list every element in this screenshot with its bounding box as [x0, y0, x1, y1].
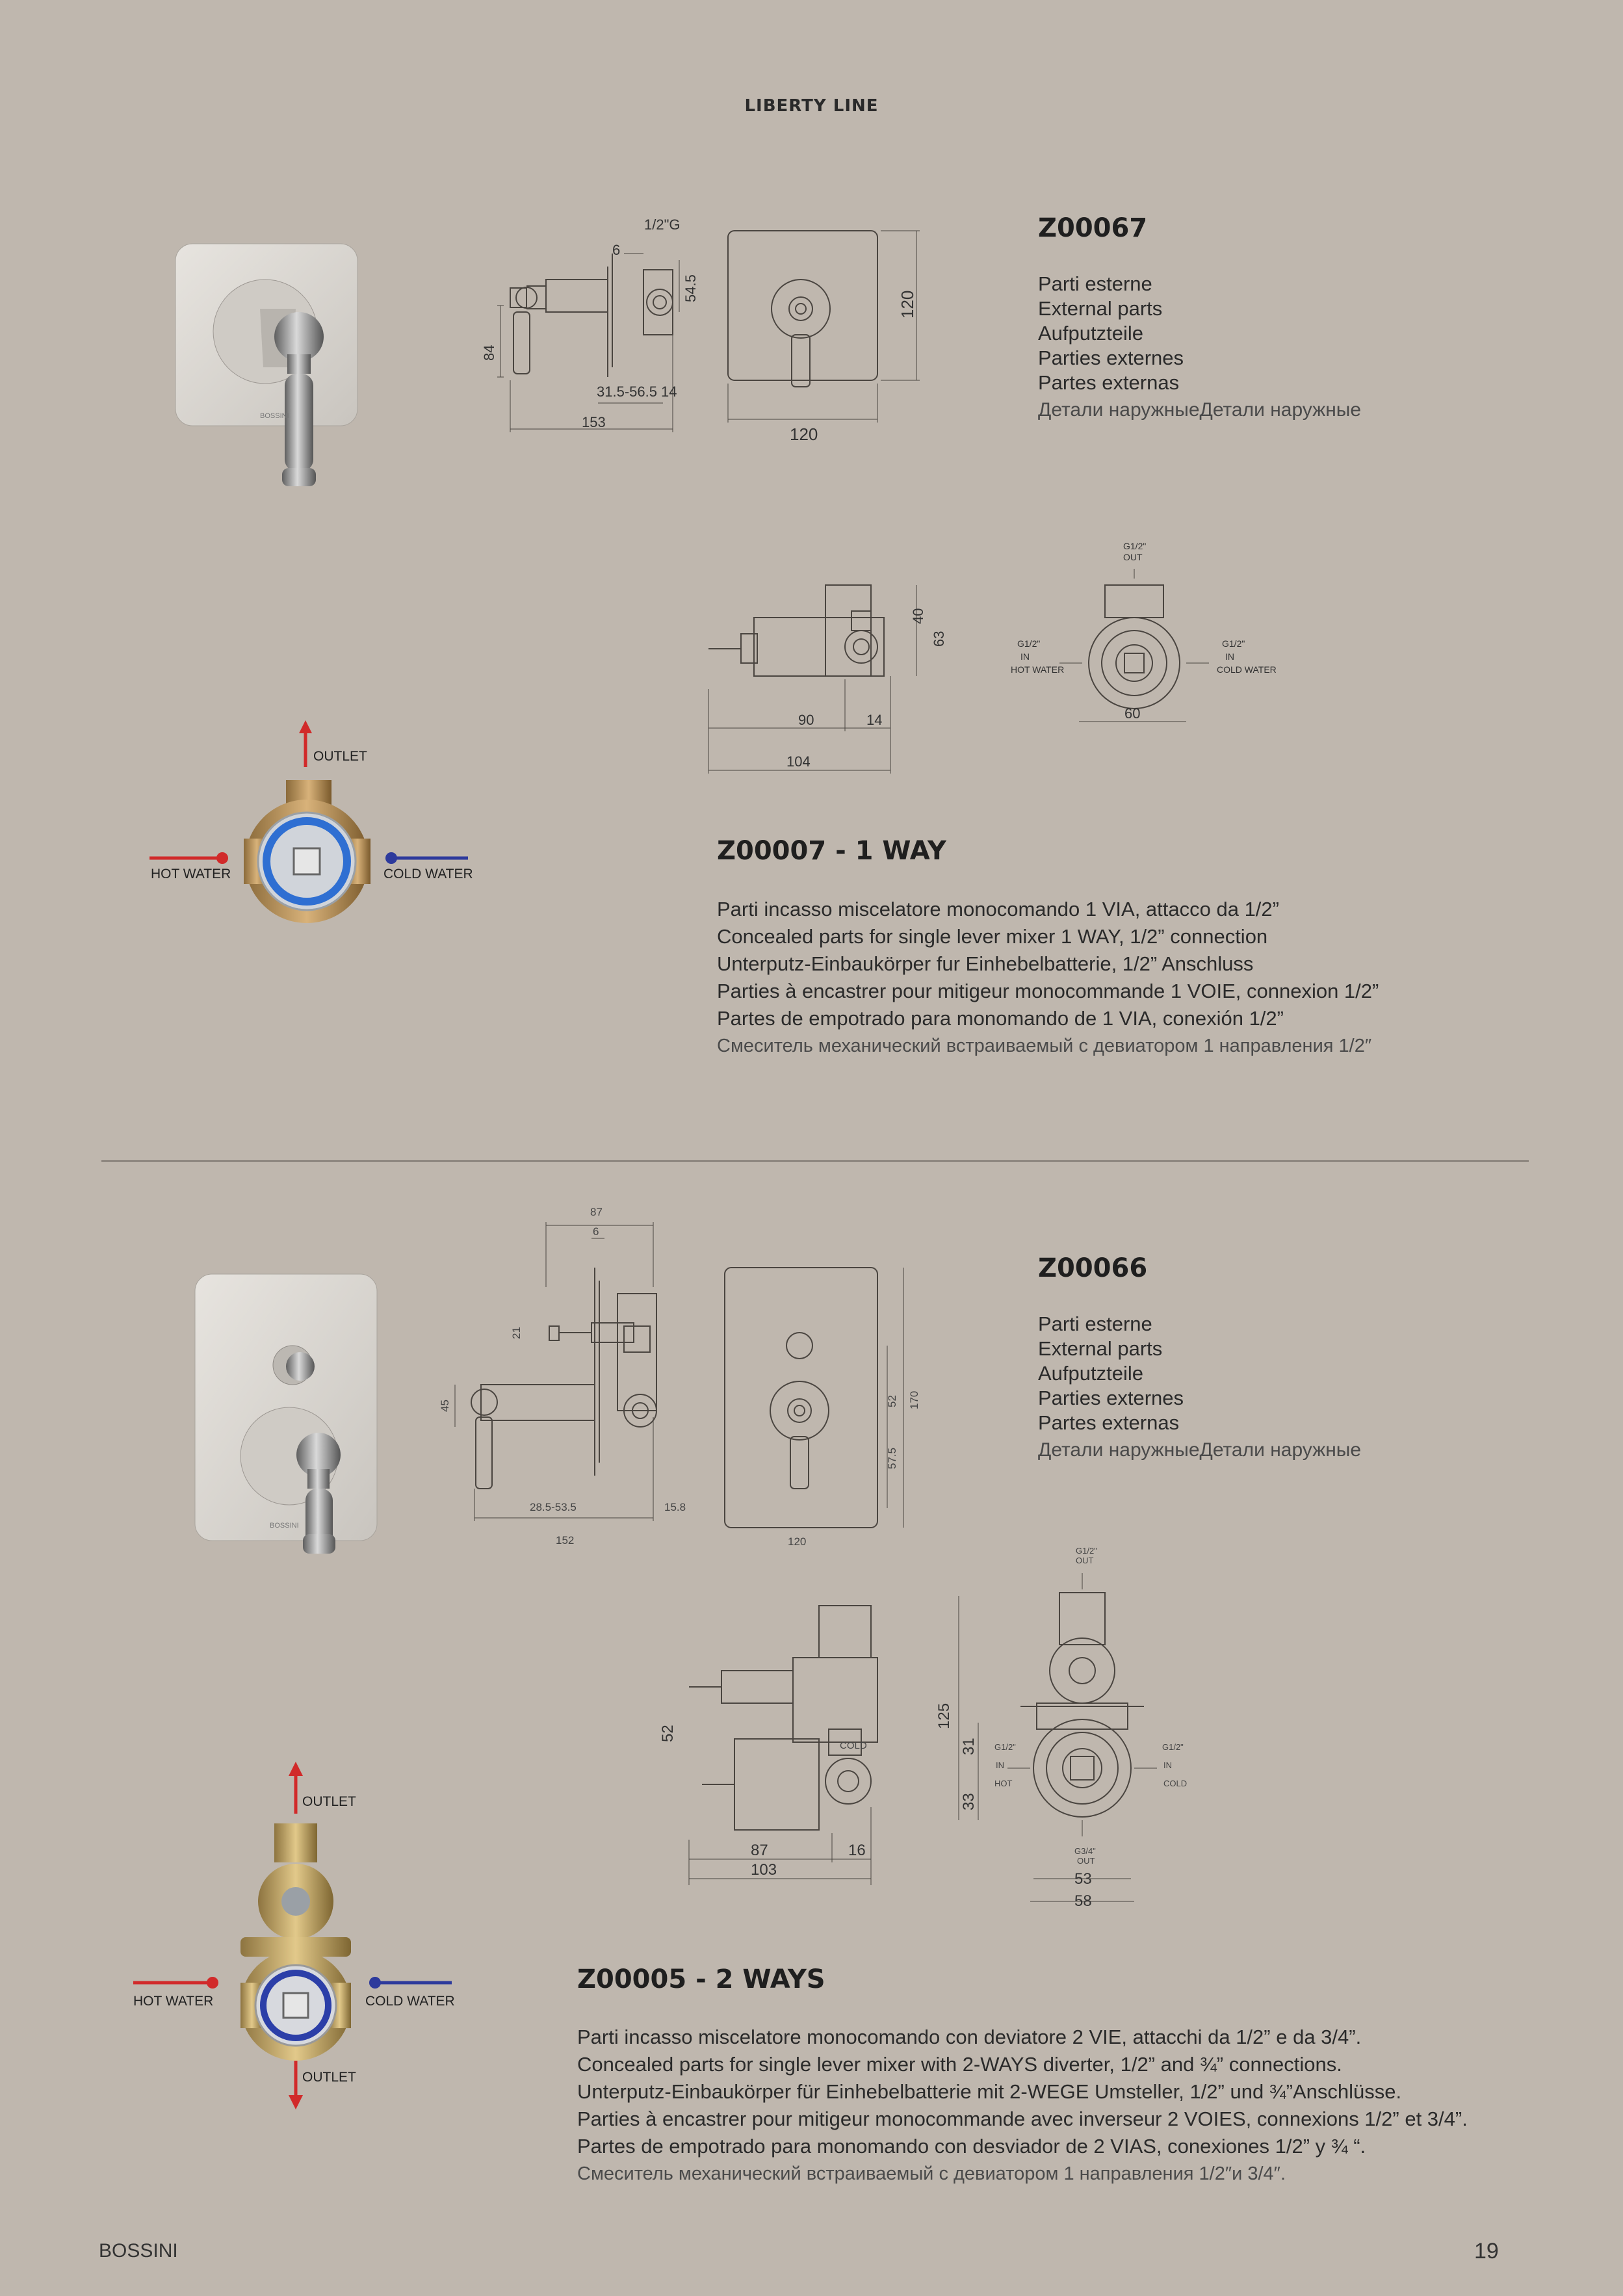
drawing-front-z00066: [715, 1261, 936, 1554]
label-g12-in-cold: G1/2": [1222, 638, 1245, 649]
dim-60: 60: [1124, 705, 1141, 722]
dim-53: 53: [1074, 1870, 1092, 1888]
parts-item: Parti esterne: [1038, 1312, 1152, 1335]
label-cold-water: COLD WATER: [383, 867, 473, 881]
dim-33: 33: [960, 1793, 978, 1810]
parts-item: Partes externas: [1038, 371, 1180, 394]
drawing-body-side-z00007: [702, 572, 949, 780]
description-line: Concealed parts for single lever mixer 1 WAY, 1/2” connection: [717, 925, 1268, 948]
label-out-bottom: OUT: [1077, 1856, 1095, 1866]
product-code-z00066: Z00066: [1038, 1253, 1148, 1283]
dim-15-8: 15.8: [664, 1501, 686, 1513]
drawing-body-side-z00005: [656, 1599, 903, 1885]
footer-brand: BOSSINI: [99, 2240, 178, 2262]
label-g12-in-cold: G1/2": [1162, 1742, 1184, 1752]
drawing-body-front-z00007: [1007, 540, 1280, 735]
label-g12-in-hot: G1/2": [1017, 638, 1041, 649]
dim-6: 6: [612, 242, 621, 258]
page-number: 19: [1474, 2239, 1499, 2263]
label-in-cold: IN: [1163, 1760, 1172, 1770]
dim-thread: 1/2"G: [644, 216, 681, 233]
dim-54-5: 54.5: [682, 274, 699, 302]
dim-52: 52: [659, 1725, 677, 1742]
dim-16: 16: [848, 1842, 866, 1859]
dim-103: 103: [751, 1861, 777, 1879]
description-line: Unterputz-Einbaukörper fur Einhebelbatterie, 1/2” Anschluss: [717, 952, 1254, 975]
dim-14: 14: [866, 712, 883, 728]
faucet-photo-z00066: [188, 1268, 390, 1560]
dim-170: 170: [908, 1390, 920, 1409]
dim-120-w: 120: [790, 424, 818, 444]
dim-45: 45: [439, 1400, 451, 1412]
description-line: Partes de empotrado para monomando de 1 VIA, conexión 1/2”: [717, 1007, 1284, 1030]
description-line: Partes de empotrado para monomando con desviador de 2 VIAS, conexiones 1/2” y ¾ “.: [577, 2135, 1366, 2158]
dim-120: 120: [788, 1535, 807, 1548]
parts-item: Parties externes: [1038, 346, 1184, 369]
label-outlet-bottom: OUTLET: [302, 2070, 356, 2085]
description-line: Parties à encastrer pour mitigeur monocommande avec inverseur 2 VOIES, connexions 1/2” et 3/4”.: [577, 2107, 1468, 2130]
label-hot-water: HOT WATER: [151, 867, 231, 881]
label-cold-water: COLD WATER: [1217, 664, 1277, 675]
label-in-hot: IN: [1020, 651, 1030, 662]
dim-104: 104: [786, 753, 811, 770]
parts-list-z00067: [1038, 272, 1361, 423]
label-g12-out: G1/2": [1076, 1546, 1097, 1556]
svg-text:BOSSINI: BOSSINI: [260, 412, 289, 420]
description-z00007: [717, 896, 1379, 1060]
faucet-photo-z00067: [162, 228, 377, 520]
dim-57-5: 57.5: [886, 1447, 898, 1469]
dim-87: 87: [751, 1842, 768, 1859]
drawing-front-z00067: [715, 224, 936, 455]
description-line: Unterputz-Einbaukörper für Einhebelbatterie mit 2-WEGE Umsteller, 1/2” und ¾”Anschlüsse.: [577, 2080, 1402, 2103]
dim-58: 58: [1074, 1892, 1092, 1910]
valve-image-z00005: [130, 1755, 468, 2119]
parts-item: Partes externas: [1038, 1411, 1180, 1434]
product-code-z00007: Z00007 - 1 WAY: [717, 836, 946, 866]
parts-item-ru: Детали наружныеДетали наружные: [1038, 399, 1362, 421]
dim-31: 31: [960, 1738, 978, 1755]
dim-63: 63: [931, 631, 947, 647]
label-hot: HOT: [994, 1779, 1013, 1788]
parts-list-z00066: [1038, 1312, 1361, 1463]
dim-120-h: 120: [898, 290, 917, 319]
parts-item: Parti esterne: [1038, 272, 1152, 295]
dim-14: 14: [661, 384, 677, 400]
description-line-ru: Смеситель механический встраиваемый с девиатором 1 направления 1/2″и 3/4″.: [577, 2163, 1286, 2184]
dim-52: 52: [886, 1395, 898, 1407]
label-out: OUT: [1123, 552, 1143, 562]
drawing-side-z00067: [448, 215, 708, 442]
parts-item: Aufputzteile: [1038, 1362, 1143, 1385]
label-cold: COLD: [840, 1740, 867, 1751]
description-line: Concealed parts for single lever mixer with 2-WAYS diverter, 1/2” and ¾” connections.: [577, 2053, 1342, 2076]
page-header-title: LIBERTY LINE: [744, 96, 879, 116]
dim-152: 152: [556, 1534, 575, 1546]
label-hot-water: HOT WATER: [1011, 664, 1065, 675]
dim-31-5-56-5: 31.5-56.5: [597, 384, 657, 400]
svg-text:BOSSINI: BOSSINI: [270, 1522, 299, 1530]
dim-21: 21: [510, 1327, 523, 1339]
description-line-ru: Смеситель механический встраиваемый с девиатором 1 направления 1/2″: [717, 1036, 1372, 1056]
parts-item: Parties externes: [1038, 1387, 1184, 1409]
dim-153: 153: [582, 414, 606, 430]
label-hot-water: HOT WATER: [133, 1994, 214, 2009]
product-code-z00005: Z00005 - 2 WAYS: [577, 1964, 825, 1994]
label-cold-water: COLD WATER: [365, 1994, 455, 2009]
label-cold: COLD: [1163, 1779, 1188, 1788]
label-out: OUT: [1076, 1556, 1094, 1565]
parts-item: External parts: [1038, 297, 1163, 320]
dim-40: 40: [910, 608, 926, 624]
label-in-hot: IN: [996, 1760, 1004, 1770]
label-g12-out: G1/2": [1123, 541, 1147, 551]
label-outlet-top: OUTLET: [302, 1794, 356, 1809]
product-code-z00067: Z00067: [1038, 213, 1148, 243]
label-g12-in-hot: G1/2": [994, 1742, 1016, 1752]
description-z00005: [577, 2024, 1468, 2187]
description-line: Parties à encastrer pour mitigeur monocommande 1 VOIE, connexion 1/2”: [717, 980, 1379, 1002]
description-line: Parti incasso miscelatore monocomando 1 VIA, attacco da 1/2”: [717, 898, 1279, 920]
label-g34-out: G3/4": [1074, 1846, 1096, 1856]
section-divider: [101, 1160, 1529, 1162]
dim-87: 87: [590, 1206, 603, 1218]
valve-image-z00007: [143, 715, 481, 962]
parts-item-ru: Детали наружныеДетали наружные: [1038, 1439, 1362, 1461]
dim-28-5-53-5: 28.5-53.5: [530, 1501, 577, 1513]
dim-84: 84: [481, 345, 497, 361]
drawing-side-z00066: [429, 1203, 702, 1554]
dim-125: 125: [935, 1702, 953, 1729]
drawing-body-front-z00005: [923, 1541, 1235, 1918]
description-line: Parti incasso miscelatore monocomando con deviatore 2 VIE, attacchi da 1/2” e da 3/4”.: [577, 2026, 1362, 2048]
dim-90: 90: [798, 712, 814, 728]
label-in-cold: IN: [1225, 651, 1234, 662]
parts-item: Aufputzteile: [1038, 322, 1143, 345]
label-outlet: OUTLET: [313, 749, 367, 764]
parts-item: External parts: [1038, 1337, 1163, 1360]
dim-6: 6: [593, 1225, 599, 1238]
